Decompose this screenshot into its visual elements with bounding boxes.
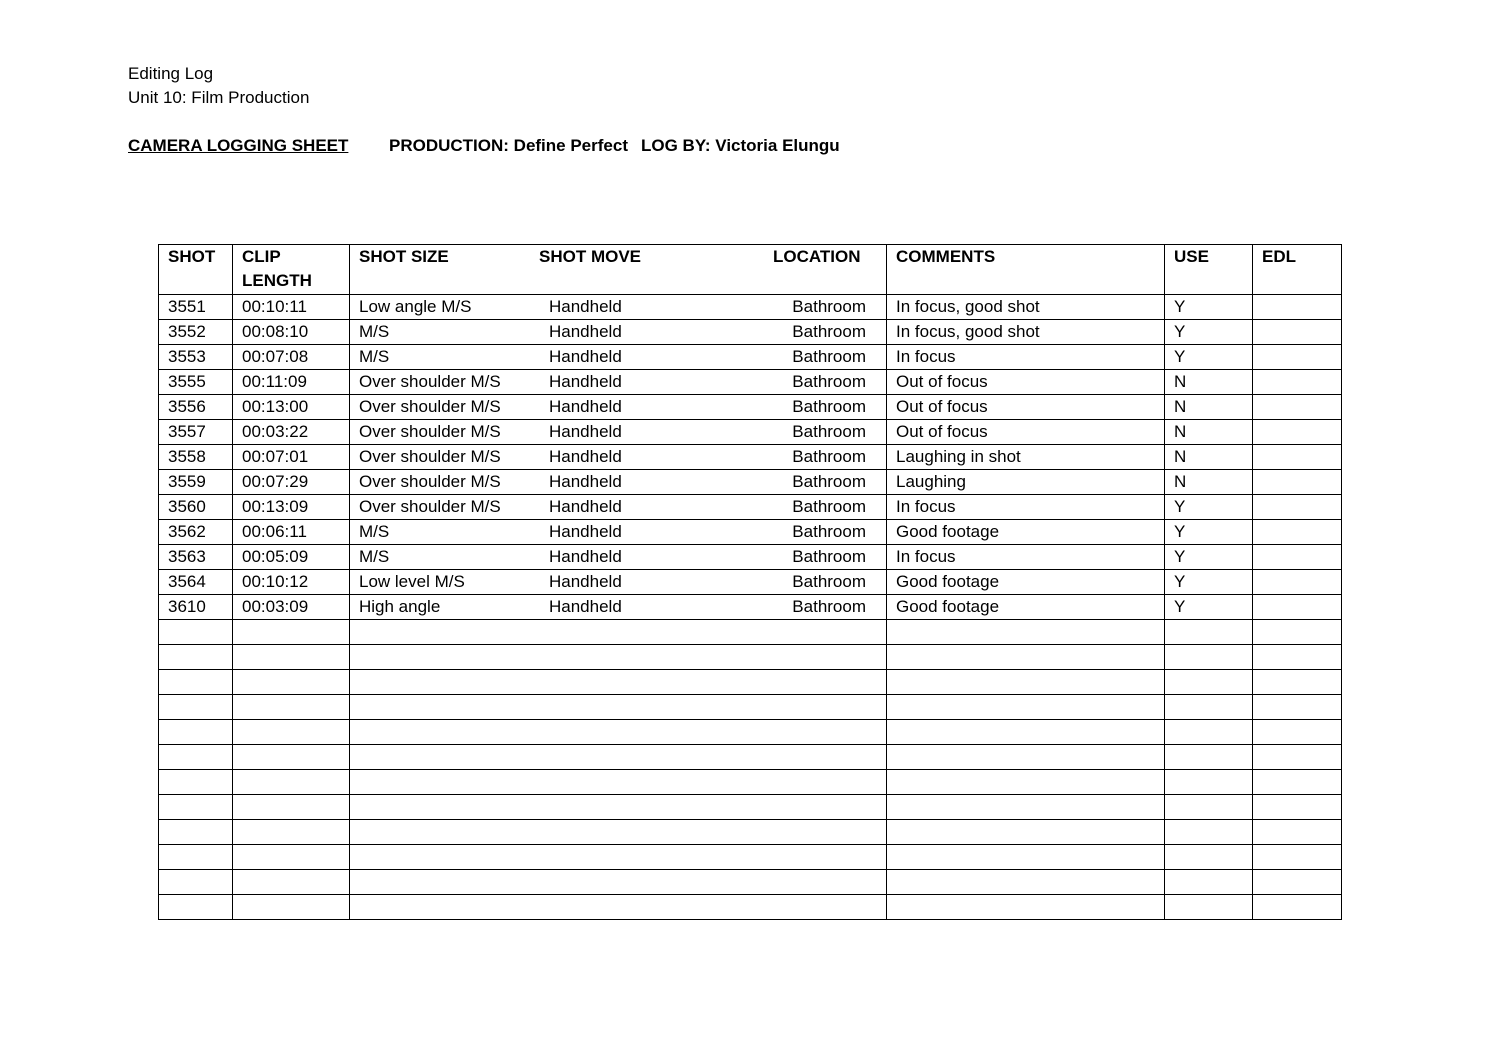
empty-comments-cell	[887, 820, 1165, 845]
location: Bathroom	[792, 522, 866, 541]
location: Bathroom	[792, 422, 866, 441]
shot-move: Handheld	[549, 447, 622, 466]
empty-use-cell	[1165, 795, 1253, 820]
edl	[1253, 395, 1342, 420]
edl	[1253, 470, 1342, 495]
empty-clip-cell	[233, 820, 350, 845]
empty-edl-cell	[1253, 720, 1342, 745]
empty-clip-cell	[233, 620, 350, 645]
empty-details-cell	[350, 820, 887, 845]
shot-move: Handheld	[549, 297, 622, 316]
empty-details-cell	[350, 795, 887, 820]
shot-move: Handheld	[549, 497, 622, 516]
log-by-label: LOG BY: Victoria Elungu	[641, 136, 840, 155]
clip-length: 00:05:09	[233, 545, 350, 570]
edl	[1253, 570, 1342, 595]
empty-use-cell	[1165, 745, 1253, 770]
empty-edl-cell	[1253, 745, 1342, 770]
shot-details	[350, 445, 887, 470]
table-row	[159, 295, 1342, 320]
use-flag: Y	[1165, 545, 1253, 570]
table-row	[159, 370, 1342, 395]
shot-number: 3564	[159, 570, 233, 595]
empty-comments-cell	[887, 870, 1165, 895]
empty-comments-cell	[887, 720, 1165, 745]
shot-details	[350, 320, 887, 345]
empty-clip-cell	[233, 745, 350, 770]
shot-size: Low angle M/S	[359, 297, 472, 316]
use-flag: N	[1165, 470, 1253, 495]
empty-table-row	[159, 720, 1342, 745]
empty-use-cell	[1165, 720, 1253, 745]
shot-size: Over shoulder M/S	[359, 422, 501, 441]
clip-length: 00:07:08	[233, 345, 350, 370]
shot-details	[350, 295, 887, 320]
shot-size: Over shoulder M/S	[359, 397, 501, 416]
header-shot-details	[350, 245, 887, 295]
edl	[1253, 420, 1342, 445]
shot-number: 3557	[159, 420, 233, 445]
empty-shot-cell	[159, 820, 233, 845]
empty-use-cell	[1165, 620, 1253, 645]
shot-move: Handheld	[549, 347, 622, 366]
edl	[1253, 595, 1342, 620]
header-clip-length	[233, 245, 350, 295]
empty-comments-cell	[887, 670, 1165, 695]
location: Bathroom	[792, 547, 866, 566]
empty-comments-cell	[887, 845, 1165, 870]
sheet-title: CAMERA LOGGING SHEET	[128, 136, 349, 155]
shot-size: Low level M/S	[359, 572, 465, 591]
empty-clip-cell	[233, 770, 350, 795]
empty-clip-cell	[233, 795, 350, 820]
clip-length: 00:03:22	[233, 420, 350, 445]
shot-number: 3555	[159, 370, 233, 395]
empty-clip-cell	[233, 670, 350, 695]
use-flag: N	[1165, 395, 1253, 420]
location: Bathroom	[792, 372, 866, 391]
comments: In focus, good shot	[887, 295, 1165, 320]
empty-table-row	[159, 620, 1342, 645]
comments: Good footage	[887, 595, 1165, 620]
empty-shot-cell	[159, 870, 233, 895]
empty-clip-cell	[233, 870, 350, 895]
empty-details-cell	[350, 695, 887, 720]
empty-table-row	[159, 745, 1342, 770]
empty-use-cell	[1165, 645, 1253, 670]
edl	[1253, 370, 1342, 395]
empty-edl-cell	[1253, 620, 1342, 645]
location: Bathroom	[792, 447, 866, 466]
empty-use-cell	[1165, 895, 1253, 920]
clip-length: 00:11:09	[233, 370, 350, 395]
empty-shot-cell	[159, 795, 233, 820]
edl	[1253, 520, 1342, 545]
comments: Laughing in shot	[887, 445, 1165, 470]
empty-comments-cell	[887, 620, 1165, 645]
clip-length: 00:07:01	[233, 445, 350, 470]
shot-move: Handheld	[549, 522, 622, 541]
shot-details	[350, 545, 887, 570]
shot-move: Handheld	[549, 547, 622, 566]
camera-log-table	[158, 244, 1342, 920]
empty-comments-cell	[887, 645, 1165, 670]
shot-details	[350, 345, 887, 370]
header-comments: COMMENTS	[887, 245, 1165, 295]
header-edl: EDL	[1253, 245, 1342, 295]
shot-details	[350, 520, 887, 545]
use-flag: Y	[1165, 520, 1253, 545]
table-row	[159, 345, 1342, 370]
empty-edl-cell	[1253, 770, 1342, 795]
header-clip-line2: LENGTH	[242, 271, 312, 290]
table-row	[159, 470, 1342, 495]
comments: Good footage	[887, 520, 1165, 545]
use-flag: N	[1165, 370, 1253, 395]
table-row	[159, 445, 1342, 470]
use-flag: N	[1165, 445, 1253, 470]
edl	[1253, 345, 1342, 370]
shot-size: M/S	[359, 547, 390, 566]
empty-edl-cell	[1253, 695, 1342, 720]
empty-table-row	[159, 795, 1342, 820]
empty-details-cell	[350, 895, 887, 920]
empty-table-row	[159, 820, 1342, 845]
empty-details-cell	[350, 745, 887, 770]
use-flag: N	[1165, 420, 1253, 445]
location: Bathroom	[792, 397, 866, 416]
clip-length: 00:08:10	[233, 320, 350, 345]
clip-length: 00:10:12	[233, 570, 350, 595]
empty-shot-cell	[159, 745, 233, 770]
table-row	[159, 395, 1342, 420]
empty-use-cell	[1165, 845, 1253, 870]
shot-number: 3563	[159, 545, 233, 570]
use-flag: Y	[1165, 570, 1253, 595]
empty-comments-cell	[887, 695, 1165, 720]
empty-edl-cell	[1253, 670, 1342, 695]
empty-shot-cell	[159, 895, 233, 920]
empty-table-row	[159, 645, 1342, 670]
shot-details	[350, 570, 887, 595]
shot-move: Handheld	[549, 572, 622, 591]
shot-details	[350, 395, 887, 420]
comments: Out of focus	[887, 395, 1165, 420]
header-use: USE	[1165, 245, 1253, 295]
clip-length: 00:10:11	[233, 295, 350, 320]
empty-shot-cell	[159, 620, 233, 645]
shot-move: Handheld	[549, 372, 622, 391]
comments: Good footage	[887, 570, 1165, 595]
shot-size: Over shoulder M/S	[359, 472, 501, 491]
empty-edl-cell	[1253, 645, 1342, 670]
shot-size: Over shoulder M/S	[359, 372, 501, 391]
empty-shot-cell	[159, 845, 233, 870]
location: Bathroom	[792, 572, 866, 591]
empty-table-row	[159, 670, 1342, 695]
empty-use-cell	[1165, 670, 1253, 695]
table-row	[159, 520, 1342, 545]
edl	[1253, 445, 1342, 470]
comments: In focus	[887, 345, 1165, 370]
clip-length: 00:13:00	[233, 395, 350, 420]
table-row	[159, 570, 1342, 595]
header-clip-line1: CLIP	[242, 247, 281, 266]
empty-clip-cell	[233, 895, 350, 920]
location: Bathroom	[792, 322, 866, 341]
location: Bathroom	[792, 347, 866, 366]
empty-clip-cell	[233, 645, 350, 670]
shot-size: High angle	[359, 597, 441, 616]
table-row	[159, 495, 1342, 520]
comments: Out of focus	[887, 420, 1165, 445]
table-row	[159, 545, 1342, 570]
empty-details-cell	[350, 870, 887, 895]
empty-comments-cell	[887, 745, 1165, 770]
empty-clip-cell	[233, 720, 350, 745]
location: Bathroom	[792, 497, 866, 516]
empty-comments-cell	[887, 895, 1165, 920]
empty-use-cell	[1165, 695, 1253, 720]
empty-table-row	[159, 870, 1342, 895]
clip-length: 00:13:09	[233, 495, 350, 520]
shot-size: Over shoulder M/S	[359, 447, 501, 466]
use-flag: Y	[1165, 295, 1253, 320]
comments: Laughing	[887, 470, 1165, 495]
empty-edl-cell	[1253, 895, 1342, 920]
edl	[1253, 545, 1342, 570]
shot-move: Handheld	[549, 397, 622, 416]
empty-table-row	[159, 770, 1342, 795]
header-location: LOCATION	[773, 247, 861, 266]
empty-details-cell	[350, 770, 887, 795]
empty-details-cell	[350, 670, 887, 695]
clip-length: 00:03:09	[233, 595, 350, 620]
empty-details-cell	[350, 620, 887, 645]
empty-table-row	[159, 895, 1342, 920]
empty-edl-cell	[1253, 845, 1342, 870]
header-shot-move: SHOT MOVE	[539, 247, 642, 266]
location: Bathroom	[792, 597, 866, 616]
table-row	[159, 595, 1342, 620]
clip-length: 00:06:11	[233, 520, 350, 545]
shot-number: 3562	[159, 520, 233, 545]
empty-shot-cell	[159, 695, 233, 720]
shot-move: Handheld	[549, 422, 622, 441]
empty-edl-cell	[1253, 795, 1342, 820]
empty-edl-cell	[1253, 870, 1342, 895]
empty-clip-cell	[233, 845, 350, 870]
table-row	[159, 320, 1342, 345]
empty-clip-cell	[233, 695, 350, 720]
shot-number: 3558	[159, 445, 233, 470]
location: Bathroom	[792, 297, 866, 316]
comments: In focus, good shot	[887, 320, 1165, 345]
use-flag: Y	[1165, 320, 1253, 345]
edl	[1253, 320, 1342, 345]
shot-details	[350, 370, 887, 395]
shot-size: M/S	[359, 522, 390, 541]
shot-details	[350, 420, 887, 445]
shot-size: Over shoulder M/S	[359, 497, 501, 516]
use-flag: Y	[1165, 345, 1253, 370]
empty-shot-cell	[159, 770, 233, 795]
shot-size: M/S	[359, 322, 390, 341]
header-shot: SHOT	[159, 245, 233, 295]
comments: In focus	[887, 545, 1165, 570]
shot-details	[350, 595, 887, 620]
location: Bathroom	[792, 472, 866, 491]
shot-number: 3553	[159, 345, 233, 370]
comments: In focus	[887, 495, 1165, 520]
comments: Out of focus	[887, 370, 1165, 395]
empty-shot-cell	[159, 645, 233, 670]
empty-comments-cell	[887, 770, 1165, 795]
shot-number: 3559	[159, 470, 233, 495]
empty-use-cell	[1165, 770, 1253, 795]
unit-subtitle: Unit 10: Film Production	[128, 88, 310, 107]
empty-use-cell	[1165, 870, 1253, 895]
empty-edl-cell	[1253, 820, 1342, 845]
empty-shot-cell	[159, 670, 233, 695]
shot-move: Handheld	[549, 597, 622, 616]
shot-move: Handheld	[549, 322, 622, 341]
use-flag: Y	[1165, 595, 1253, 620]
empty-details-cell	[350, 720, 887, 745]
clip-length: 00:07:29	[233, 470, 350, 495]
empty-use-cell	[1165, 820, 1253, 845]
edl	[1253, 495, 1342, 520]
shot-number: 3552	[159, 320, 233, 345]
shot-number: 3560	[159, 495, 233, 520]
empty-details-cell	[350, 845, 887, 870]
empty-table-row	[159, 695, 1342, 720]
shot-number: 3551	[159, 295, 233, 320]
empty-comments-cell	[887, 795, 1165, 820]
shot-size: M/S	[359, 347, 390, 366]
header-shot-size: SHOT SIZE	[359, 247, 449, 266]
shot-details	[350, 470, 887, 495]
table-row	[159, 420, 1342, 445]
document-title: Editing Log	[128, 64, 214, 83]
shot-move: Handheld	[549, 472, 622, 491]
empty-shot-cell	[159, 720, 233, 745]
use-flag: Y	[1165, 495, 1253, 520]
empty-table-row	[159, 845, 1342, 870]
table-header-row	[159, 245, 1342, 295]
edl	[1253, 295, 1342, 320]
shot-details	[350, 495, 887, 520]
shot-number: 3610	[159, 595, 233, 620]
shot-number: 3556	[159, 395, 233, 420]
production-label: PRODUCTION: Define Perfect	[389, 136, 628, 155]
empty-details-cell	[350, 645, 887, 670]
